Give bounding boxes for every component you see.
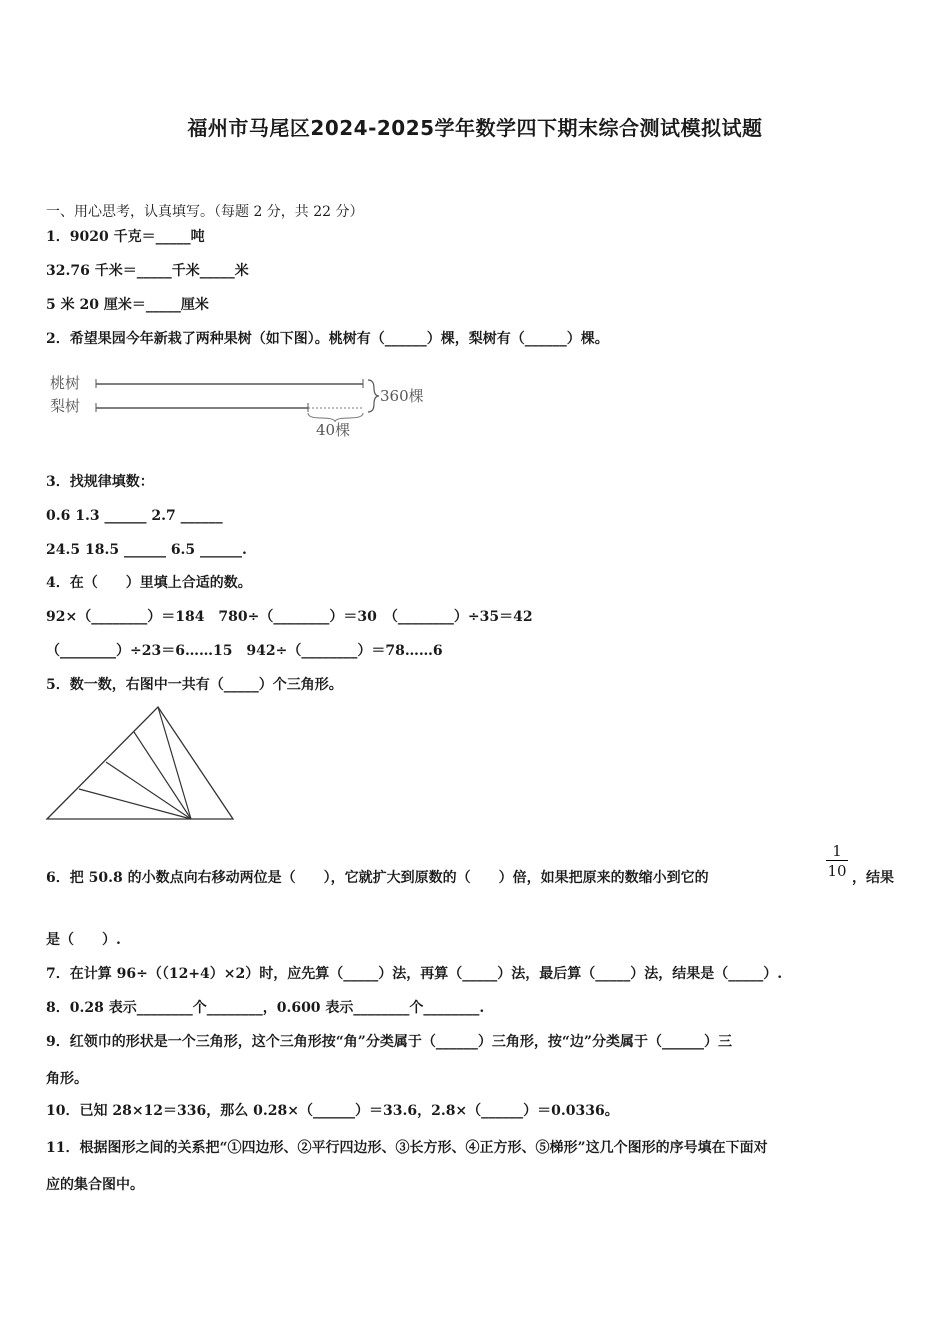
pear-label: 梨树 [50, 397, 81, 415]
fan-line [158, 707, 191, 819]
q3-line-2: 24.5 18.5 ______ 6.5 ______. [46, 542, 247, 558]
q4-line-2: （________）÷23＝6……15 942÷（________）＝78……6 [46, 643, 443, 659]
q1-line-1: 1．9020 千克＝_____吨 [46, 229, 205, 245]
q8-text: 8．0.28 表示________个________，0.600 表示________个________. [46, 1000, 485, 1016]
q6-text: 6．把 50.8 的小数点向右移动两位是（ ），它就扩大到原数的（ ）倍，如果把原来的数缩小到它的 [46, 870, 709, 886]
q10-text: 10．已知 28×12＝336，那么 0.28×（______）＝33.6，2.8×（______）＝0.0336。 [46, 1103, 619, 1119]
fraction-one-tenth [826, 842, 848, 881]
tree-segment-diagram [46, 368, 436, 442]
q2-text: 2．希望果园今年新栽了两种果树（如下图）。桃树有（______）棵，梨树有（______）棵。 [46, 331, 609, 347]
q1-line-2: 32.76 千米＝_____千米_____米 [46, 263, 249, 279]
q3-text: 3．找规律填数： [46, 474, 154, 490]
q11-line-1: 11．根据图形之间的关系把“①四边形、②平行四边形、③长方形、④正方形、⑤梯形”这几个图形的序号填在下面对 [46, 1140, 768, 1156]
peach-label: 桃树 [50, 374, 81, 392]
page-title: 福州市马尾区2024-2025学年数学四下期末综合测试模拟试题 [187, 116, 763, 140]
outer-triangle [47, 707, 233, 819]
q4-line-1: 92×（________）＝184 780÷（________）＝30 （________）÷35＝42 [46, 609, 533, 625]
q1-line-3: 5 米 20 厘米＝_____厘米 [46, 297, 209, 313]
q11-line-2: 应的集合图中。 [46, 1177, 144, 1193]
q9-line-2: 角形。 [46, 1071, 88, 1087]
triangle-figure [44, 704, 238, 824]
q7-text: 7．在计算 96÷（（12+4）×2）时，应先算（_____）法，再算（_____）法，最后算（_____）法，结果是（_____）. [46, 966, 783, 982]
q6-line-2: 是（ ）. [46, 932, 121, 948]
total-brace [368, 380, 379, 412]
fraction-numerator: 1 [826, 842, 848, 861]
fraction-denominator: 10 [827, 862, 847, 880]
section-heading: 一、用心思考，认真填写。（每题 2 分，共 22 分） [46, 204, 364, 220]
q4-text: 4．在（ ）里填上合适的数。 [46, 575, 252, 591]
diff-label: 40棵 [316, 421, 351, 439]
total-label: 360棵 [380, 387, 424, 405]
q6-tail: ，结果 [852, 870, 894, 886]
q9-line-1: 9．红领巾的形状是一个三角形，这个三角形按“角”分类属于（______）三角形，按“边”分类属于（______）三 [46, 1034, 732, 1050]
fan-line [106, 762, 191, 819]
q3-line-1: 0.6 1.3 ______ 2.7 ______ [46, 508, 223, 524]
q5-text: 5．数一数，右图中一共有（_____）个三角形。 [46, 677, 343, 693]
